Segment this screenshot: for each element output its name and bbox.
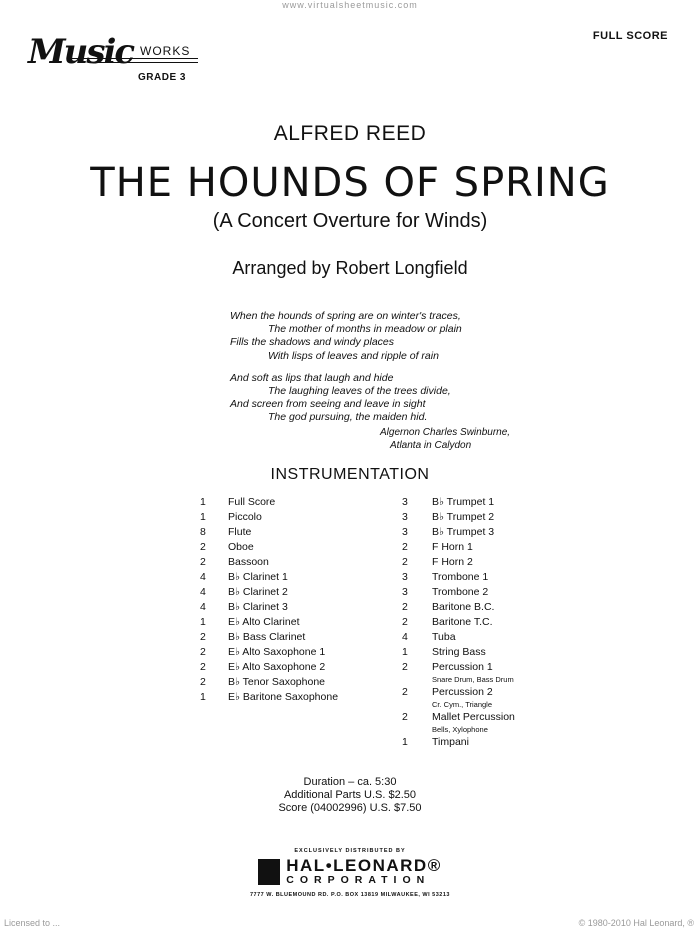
instrument-name-cell <box>432 600 552 615</box>
instrument-name-cell <box>432 525 552 540</box>
instrument-name: B♭ Tenor Saxophone <box>228 676 325 688</box>
poem-stanza-2 <box>230 372 530 425</box>
instrument-quantity: 4 <box>200 601 206 613</box>
logo-rule <box>68 58 198 59</box>
score-price: Score (04002996) U.S. $7.50 <box>278 802 422 814</box>
instrument-quantity: 2 <box>200 676 206 688</box>
instrument-quantity: 1 <box>200 691 206 703</box>
instrument-row <box>402 525 552 540</box>
instrument-quantity: 2 <box>402 541 408 553</box>
poem-attribution <box>380 426 510 452</box>
instrument-quantity: 3 <box>402 586 408 598</box>
poem-line: The god pursuing, the maiden hid. <box>268 411 428 424</box>
instrument-row <box>402 735 552 750</box>
instrument-row <box>200 570 380 585</box>
instrument-name: E♭ Baritone Saxophone <box>228 691 339 703</box>
instrument-quantity: 3 <box>402 496 408 508</box>
publisher-name <box>286 857 441 886</box>
instrument-row <box>402 585 552 600</box>
poem-line: When the hounds of spring are on winter's traces, <box>230 310 461 322</box>
instrument-row <box>200 540 380 555</box>
instrument-name-cell <box>432 660 552 685</box>
instrument-quantity: 2 <box>402 711 408 723</box>
logo-works-text: WORKS <box>140 44 191 58</box>
hal-leonard-mark-icon <box>258 859 280 885</box>
duration-text: Duration – ca. 5:30 <box>303 776 397 788</box>
instrument-name-cell <box>228 570 380 585</box>
poem-line: And soft as lips that laugh and hide <box>230 371 394 384</box>
instrument-row <box>200 630 380 645</box>
logo-script-text: Music <box>28 32 134 72</box>
instrument-name-cell <box>228 645 380 660</box>
instrument-name: Piccolo <box>228 511 262 523</box>
instrument-quantity: 8 <box>200 526 206 538</box>
poem-line: And screen from seeing and leave in sight <box>230 398 426 411</box>
instrument-row <box>402 615 552 630</box>
instrument-quantity: 2 <box>402 601 408 613</box>
instrument-quantity: 2 <box>402 661 408 673</box>
instrument-name-cell <box>228 675 380 690</box>
instrument-row <box>402 710 552 735</box>
instrument-name: Percussion 2 <box>432 686 493 698</box>
instrument-name: B♭ Clarinet 3 <box>228 601 288 613</box>
instrument-name-cell <box>432 645 552 660</box>
distributor-label: EXCLUSIVELY DISTRIBUTED BY <box>294 848 406 854</box>
instrument-name-cell <box>432 585 552 600</box>
instrument-name: Bassoon <box>228 556 269 568</box>
instrument-row <box>200 585 380 600</box>
instrument-name-cell <box>228 495 380 510</box>
instrument-row <box>402 660 552 685</box>
instrument-name: Percussion 1 <box>432 661 493 673</box>
instrument-name: B♭ Trumpet 3 <box>432 526 495 538</box>
instrument-row <box>402 645 552 660</box>
instrument-row <box>402 570 552 585</box>
poem-line: The laughing leaves of the trees divide, <box>268 385 451 398</box>
instrument-name: F Horn 1 <box>432 541 473 553</box>
instrument-quantity: 2 <box>402 616 408 628</box>
piece-subtitle: (A Concert Overture for Winds) <box>212 210 488 232</box>
instrument-quantity: 2 <box>200 556 206 568</box>
instrument-row <box>200 615 380 630</box>
instrument-name: String Bass <box>432 646 486 658</box>
hal-leonard-logo <box>258 857 441 886</box>
instrument-list-right <box>402 495 552 750</box>
instrument-list-left <box>200 495 380 705</box>
instrument-row <box>402 510 552 525</box>
instrument-name: Oboe <box>228 541 254 553</box>
instrument-quantity: 2 <box>402 556 408 568</box>
instrument-row <box>402 555 552 570</box>
instrument-name: B♭ Trumpet 1 <box>432 496 495 508</box>
instrument-name-cell <box>228 615 380 630</box>
instrument-name-cell <box>432 570 552 585</box>
instrument-name-cell <box>228 660 380 675</box>
instrument-name: B♭ Trumpet 2 <box>432 511 495 523</box>
instrument-name-cell <box>228 540 380 555</box>
instrument-quantity: 4 <box>402 631 408 643</box>
instrument-name-cell <box>432 615 552 630</box>
poem-stanza-1 <box>230 310 530 363</box>
instrument-name-cell <box>228 585 380 600</box>
additional-parts-price: Additional Parts U.S. $2.50 <box>283 789 417 801</box>
footer-license-text: Licensed to ... <box>4 918 61 928</box>
instrument-quantity: 4 <box>200 586 206 598</box>
instrument-quantity: 2 <box>402 686 408 698</box>
instrument-name: B♭ Clarinet 2 <box>228 586 288 598</box>
instrument-name-cell <box>228 510 380 525</box>
poem-author: Algernon Charles Swinburne, <box>380 427 511 438</box>
arranger-credit: Arranged by Robert Longfield <box>232 258 468 278</box>
footer-copyright-text: © 1980-2010 Hal Leonard, ® <box>578 918 694 928</box>
instrument-name: E♭ Alto Clarinet <box>228 616 300 628</box>
instrument-quantity: 1 <box>200 511 206 523</box>
instrument-quantity: 2 <box>200 661 206 673</box>
instrument-row <box>200 525 380 540</box>
instrument-quantity: 1 <box>200 616 206 628</box>
instrument-name-cell <box>432 555 552 570</box>
instrument-quantity: 1 <box>402 736 408 748</box>
poem-line: With lisps of leaves and ripple of rain <box>268 349 439 362</box>
instrument-quantity: 2 <box>200 541 206 553</box>
instrument-name: Flute <box>228 526 252 538</box>
instrument-name: Trombone 2 <box>432 586 489 598</box>
publisher-name-line2: CORPORATION <box>286 874 431 886</box>
instrument-row <box>200 510 380 525</box>
instrument-name-cell <box>432 735 552 750</box>
instrument-name: Trombone 1 <box>432 571 489 583</box>
instrument-name-cell <box>228 690 380 705</box>
grade-label: GRADE 3 <box>138 72 186 83</box>
instrument-row <box>200 495 380 510</box>
instrument-name: Full Score <box>228 496 276 508</box>
instrument-row <box>200 690 380 705</box>
poem-line: Fills the shadows and windy places <box>230 336 395 349</box>
instrument-name: Baritone B.C. <box>432 601 495 613</box>
instrument-quantity: 1 <box>200 496 206 508</box>
publisher-address: 7777 W. BLUEMOUND RD. P.O. BOX 13819 MILWAUKEE, WI 53213 <box>250 891 450 898</box>
instrument-name-cell <box>432 630 552 645</box>
poem-line: The mother of months in meadow or plain <box>268 323 462 336</box>
instrument-row <box>402 540 552 555</box>
instrument-row <box>402 685 552 710</box>
instrument-name: E♭ Alto Saxophone 1 <box>228 646 326 658</box>
instrument-quantity: 1 <box>402 646 408 658</box>
instrument-name-cell <box>228 600 380 615</box>
piece-title: THE HOUNDS OF SPRING <box>90 160 610 206</box>
instrument-name: Tuba <box>432 631 456 643</box>
instrument-quantity: 2 <box>200 646 206 658</box>
duration-and-prices <box>0 776 700 815</box>
watermark-url: www.virtualsheetmusic.com <box>282 0 418 10</box>
instrument-name-cell <box>228 525 380 540</box>
instrument-row <box>200 645 380 660</box>
instrument-row <box>200 555 380 570</box>
instrument-row <box>402 630 552 645</box>
instrument-name-cell <box>432 510 552 525</box>
instrument-name: B♭ Bass Clarinet <box>228 631 306 643</box>
instrument-detail: Cr. Cym., Triangle <box>432 700 493 709</box>
instrument-quantity: 4 <box>200 571 206 583</box>
instrument-row <box>200 660 380 675</box>
logo-rule <box>88 62 198 63</box>
instrument-name-cell <box>228 555 380 570</box>
instrument-detail: Snare Drum, Bass Drum <box>432 675 514 684</box>
poem-epigraph <box>230 310 530 434</box>
instrumentation-heading: INSTRUMENTATION <box>270 466 430 483</box>
instrument-row <box>402 495 552 510</box>
instrument-detail: Bells, Xylophone <box>432 725 488 734</box>
instrument-name: E♭ Alto Saxophone 2 <box>228 661 326 673</box>
publisher-block <box>0 848 700 898</box>
instrument-quantity: 3 <box>402 511 408 523</box>
poem-source: Atlanta in Calydon <box>390 440 472 451</box>
instrument-name-cell <box>228 630 380 645</box>
instrument-name-cell <box>432 685 552 710</box>
composer-name: ALFRED REED <box>273 122 427 145</box>
instrument-name-cell <box>432 710 552 735</box>
publisher-name-line1: HAL•LEONARD® <box>286 856 442 875</box>
instrument-name-cell <box>432 495 552 510</box>
instrument-name: Baritone T.C. <box>432 616 493 628</box>
instrument-name: Mallet Percussion <box>432 711 515 723</box>
instrument-name-cell <box>432 540 552 555</box>
instrument-quantity: 3 <box>402 571 408 583</box>
full-score-label: FULL SCORE <box>592 30 668 42</box>
instrument-name: F Horn 2 <box>432 556 473 568</box>
instrument-name: B♭ Clarinet 1 <box>228 571 288 583</box>
instrument-row <box>200 600 380 615</box>
instrument-row <box>200 675 380 690</box>
instrument-row <box>402 600 552 615</box>
music-works-logo <box>28 32 203 92</box>
instrument-quantity: 3 <box>402 526 408 538</box>
instrument-quantity: 2 <box>200 631 206 643</box>
instrument-name: Timpani <box>432 736 469 748</box>
